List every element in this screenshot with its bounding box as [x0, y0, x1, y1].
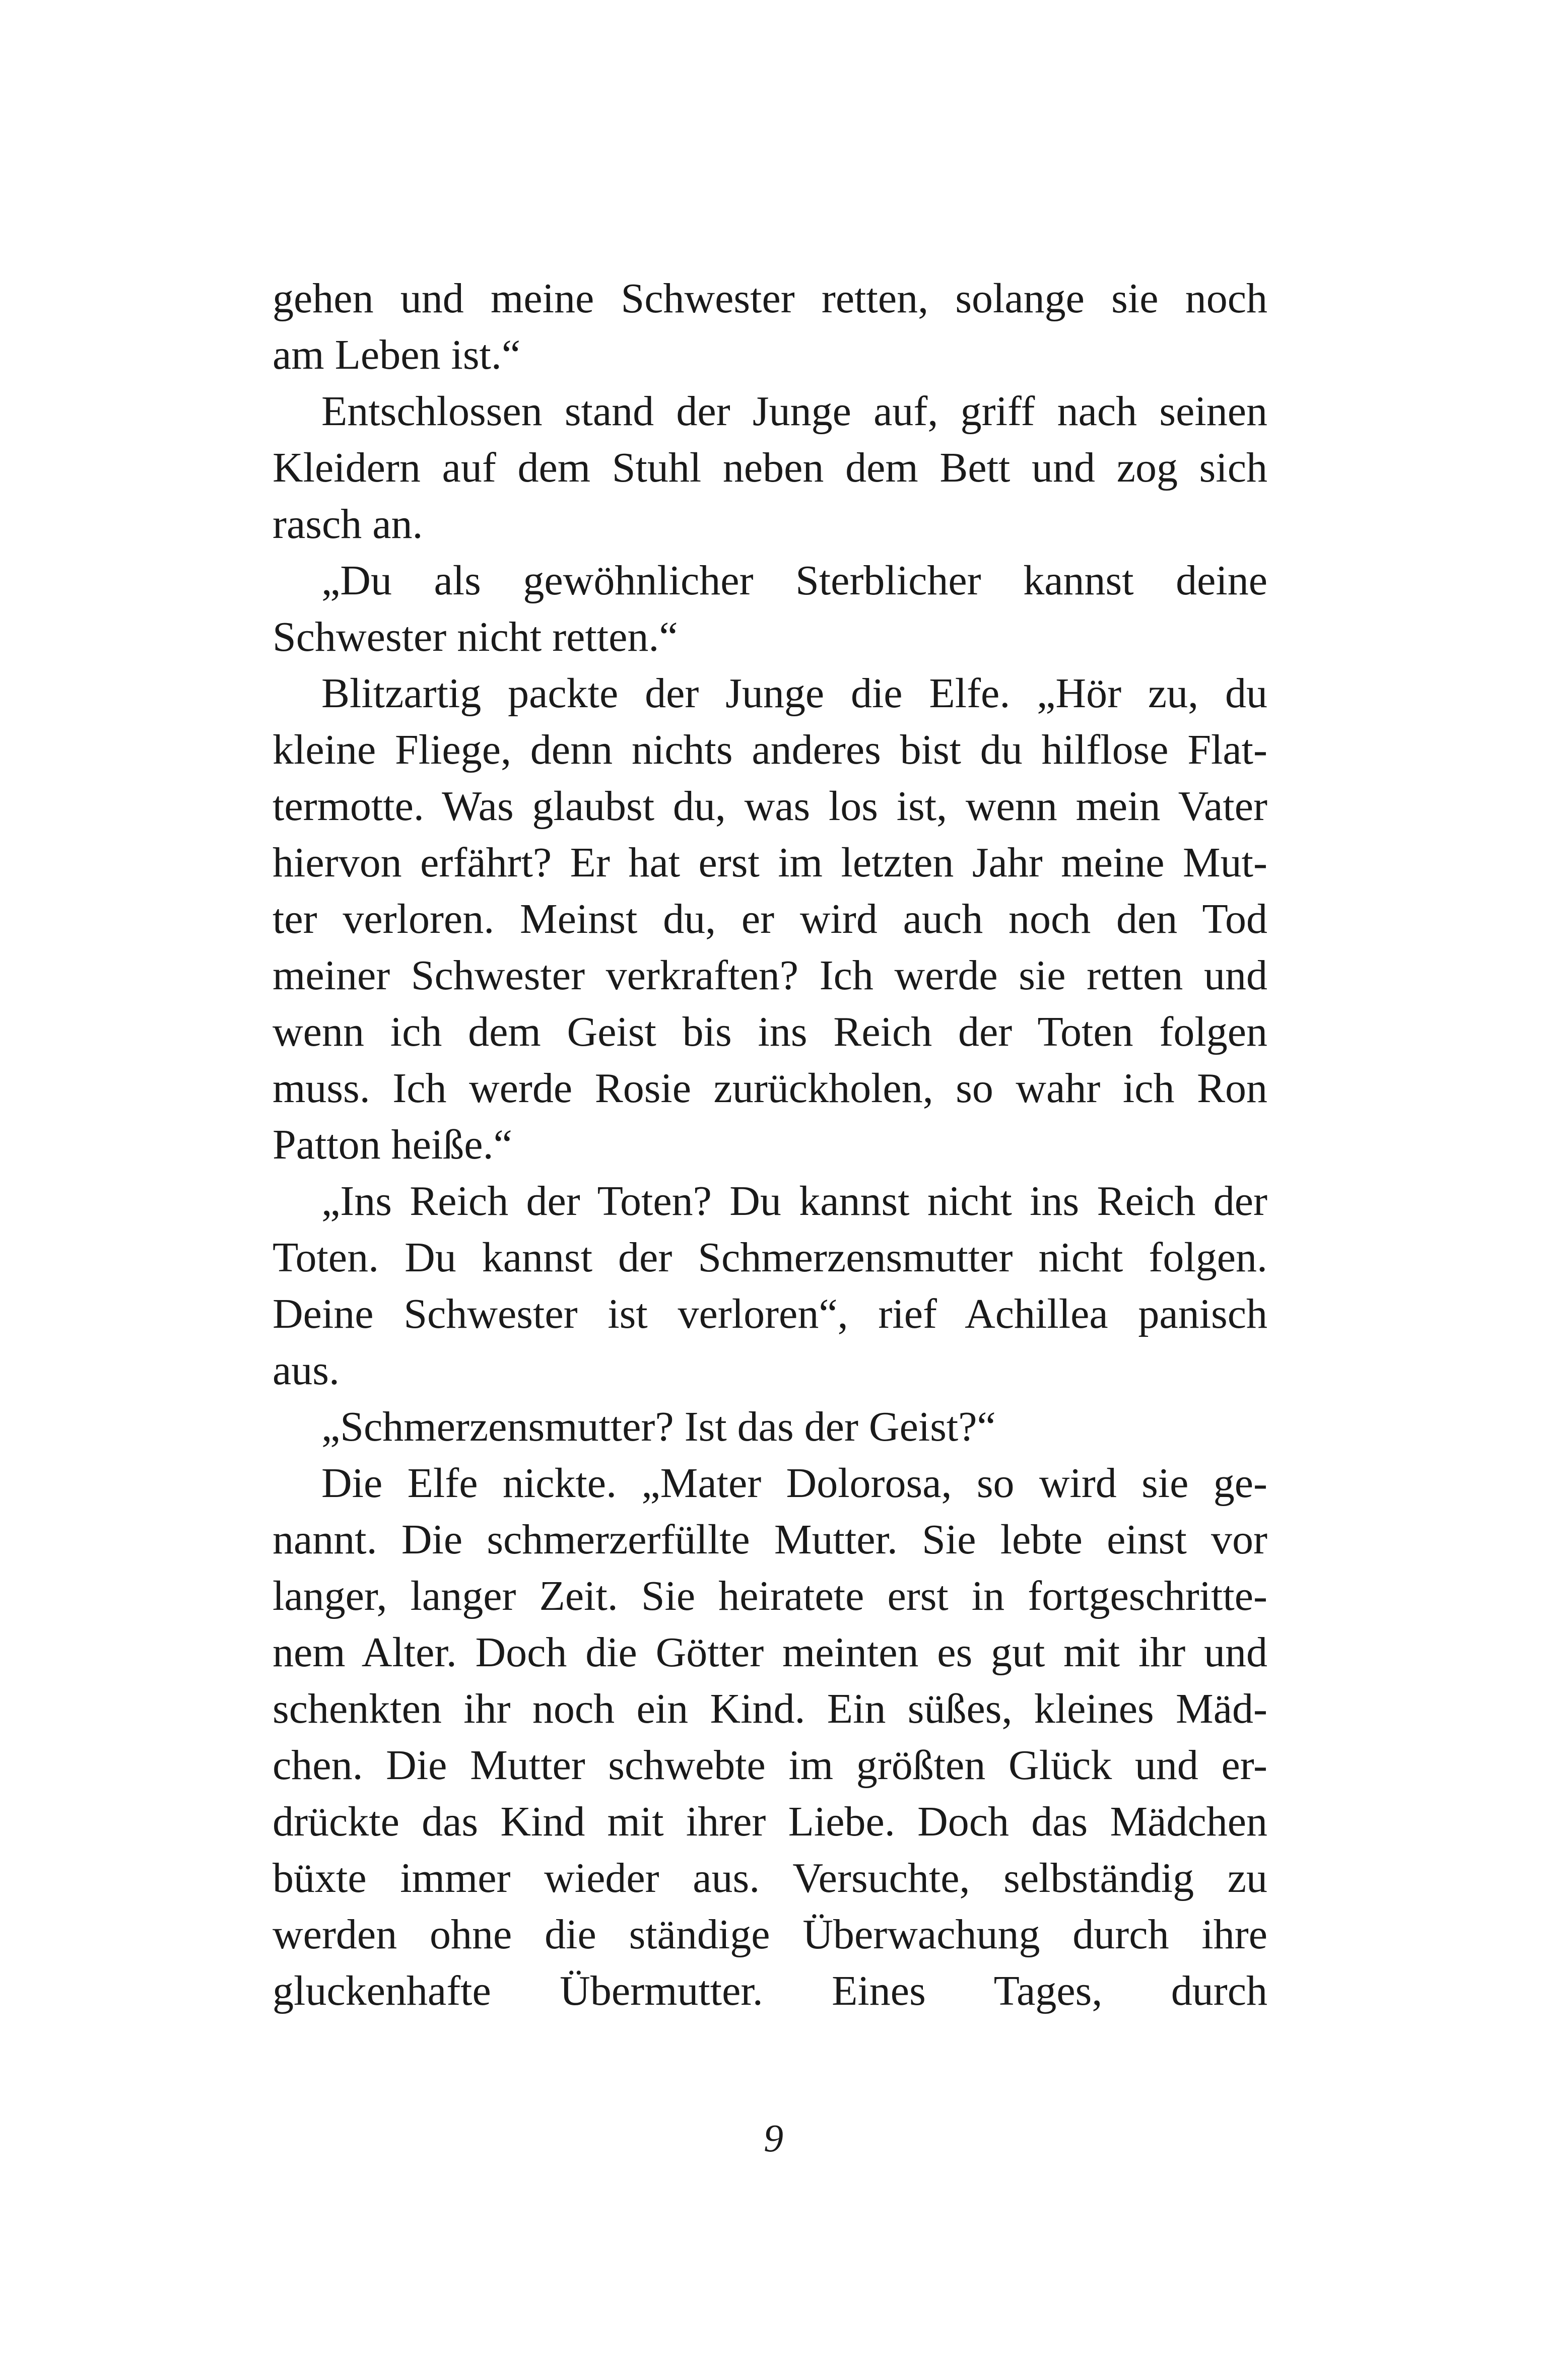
text-line: nem Alter. Doch die Götter meinten es gut mit ihr und [273, 1629, 1267, 1676]
text-line: „Schmerzensmutter? Ist das der Geist?“ [321, 1403, 996, 1450]
text-line: Die Elfe nickte. „Mater Dolorosa, so wird sie ge- [321, 1460, 1267, 1507]
text-line: werden ohne die ständige Überwachung durch ihre [273, 1911, 1267, 1958]
text-line: gluckenhafte Übermutter. Eines Tages, durch [273, 1967, 1267, 2014]
text-line: „Du als gewöhnlicher Sterblicher kannst deine [321, 557, 1267, 604]
text-line: drückte das Kind mit ihrer Liebe. Doch das Mädchen [273, 1798, 1267, 1845]
text-line: büxte immer wieder aus. Versuchte, selbständig zu [273, 1855, 1267, 1901]
text-line: gehen und meine Schwester retten, solange sie noch [273, 275, 1267, 322]
text-line: meiner Schwester verkraften? Ich werde sie retten und [273, 952, 1267, 999]
text-line: kleine Fliege, denn nichts anderes bist du hilflose Flat- [273, 726, 1267, 773]
text-line: hiervon erfährt? Er hat erst im letzten Jahr meine Mut- [273, 839, 1267, 886]
text-line: ter verloren. Meinst du, er wird auch noch den Tod [273, 896, 1267, 942]
text-line: aus. [273, 1347, 340, 1394]
text-line: Patton heiße.“ [273, 1121, 512, 1168]
text-line: Toten. Du kannst der Schmerzensmutter nicht folgen. [273, 1234, 1267, 1281]
text-line: „Ins Reich der Toten? Du kannst nicht ins Reich der [321, 1178, 1267, 1225]
text-line: am Leben ist.“ [273, 331, 521, 378]
text-line: Blitzartig packte der Junge die Elfe. „Hör zu, du [321, 670, 1267, 717]
text-line: Kleidern auf dem Stuhl neben dem Bett und zog sich [273, 444, 1267, 491]
text-line: nannt. Die schmerzerfüllte Mutter. Sie lebte einst vor [273, 1516, 1267, 1563]
text-line: wenn ich dem Geist bis ins Reich der Toten folgen [273, 1008, 1267, 1055]
body-text [273, 270, 1267, 2019]
text-line: termotte. Was glaubst du, was los ist, wenn mein Vater [273, 783, 1267, 830]
text-line: Entschlossen stand der Junge auf, griff nach seinen [321, 388, 1267, 435]
text-line: Deine Schwester ist verloren“, rief Achillea panisch [273, 1290, 1267, 1337]
text-line: Schwester nicht retten.“ [273, 614, 678, 660]
text-line: langer, langer Zeit. Sie heiratete erst in fortgeschritte- [273, 1573, 1267, 1619]
text-line: schenkten ihr noch ein Kind. Ein süßes, kleines Mäd- [273, 1685, 1267, 1732]
page-number: 9 [764, 2116, 783, 2160]
text-line: rasch an. [273, 501, 423, 548]
text-line: muss. Ich werde Rosie zurückholen, so wahr ich Ron [273, 1065, 1267, 1112]
text-line: chen. Die Mutter schwebte im größten Glück und er- [273, 1742, 1267, 1789]
